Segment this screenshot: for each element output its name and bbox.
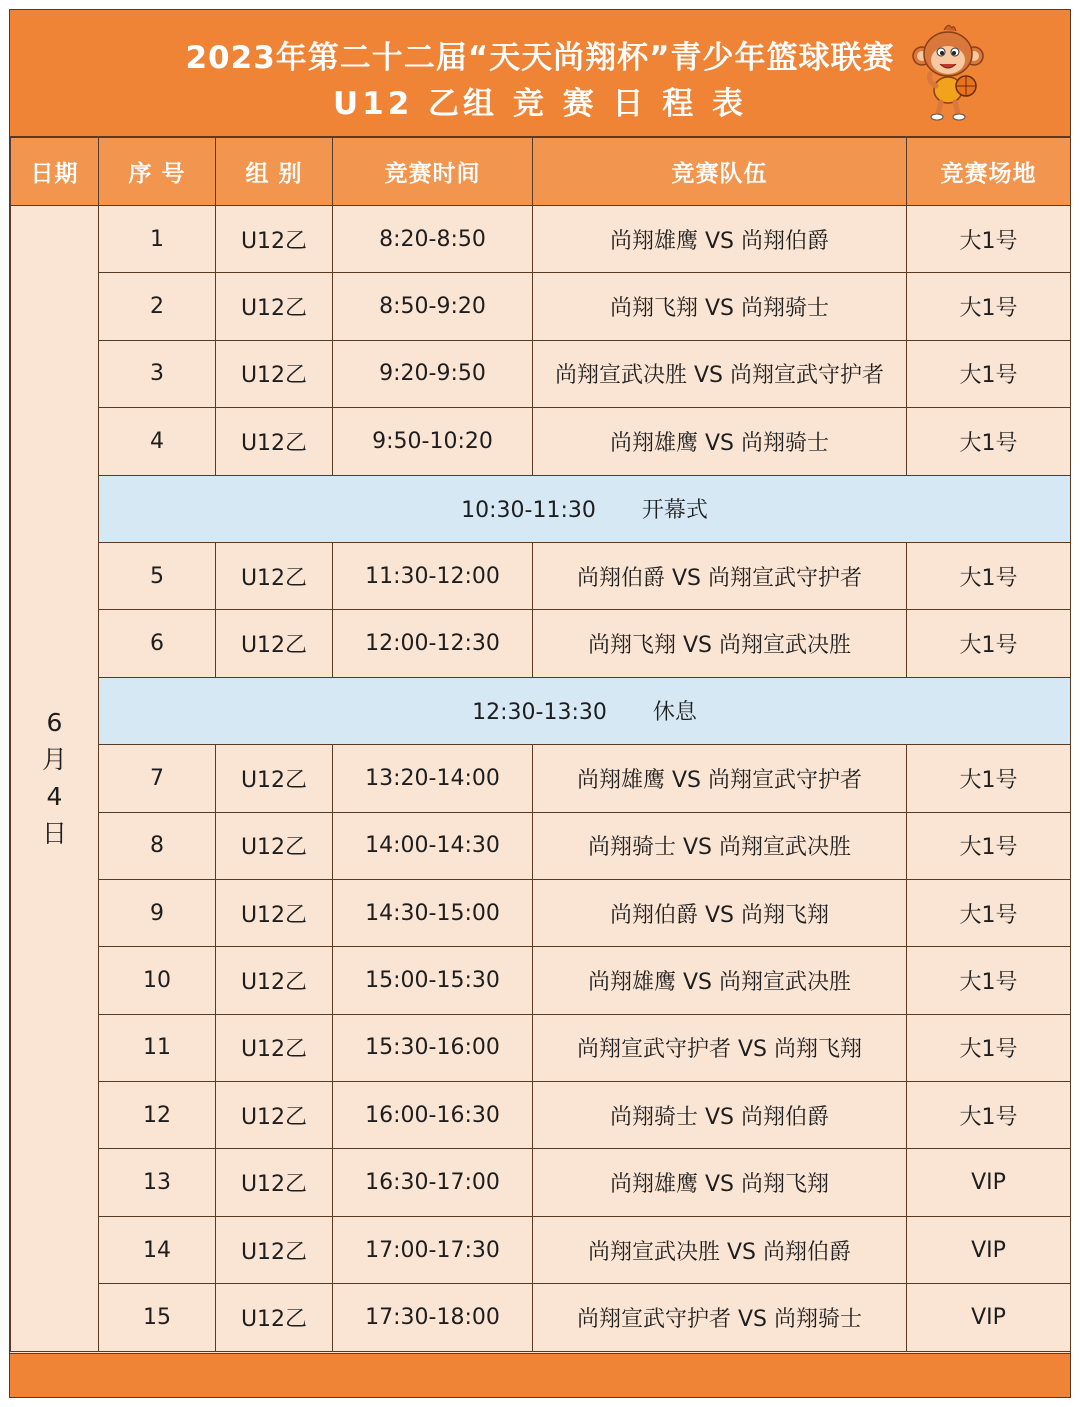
table-row <box>11 1014 1071 1081</box>
match-venue: 大1号 <box>907 879 1071 946</box>
title-line-1: 2023年第二十二届“天天尚翔杯”青少年篮球联赛 <box>185 40 895 76</box>
table-row <box>11 745 1071 812</box>
table-row <box>11 610 1071 677</box>
table-row <box>11 1284 1071 1351</box>
table-row <box>11 1082 1071 1149</box>
match-teams: 尚翔雄鹰 VS 尚翔骑士 <box>533 408 907 475</box>
match-group: U12乙 <box>216 340 333 407</box>
match-venue: VIP <box>907 1149 1071 1216</box>
match-teams: 尚翔雄鹰 VS 尚翔伯爵 <box>533 206 907 273</box>
match-group: U12乙 <box>216 273 333 340</box>
match-time: 8:50-9:20 <box>333 273 533 340</box>
match-venue: 大1号 <box>907 745 1071 812</box>
match-venue: 大1号 <box>907 1082 1071 1149</box>
header-teams: 竞赛队伍 <box>533 138 907 206</box>
table-row <box>11 206 1071 273</box>
match-teams: 尚翔宣武守护者 VS 尚翔飞翔 <box>533 1014 907 1081</box>
break-label: 开幕式 <box>641 498 708 524</box>
header-group: 组 别 <box>216 138 333 206</box>
match-time: 11:30-12:00 <box>333 542 533 609</box>
match-teams: 尚翔骑士 VS 尚翔伯爵 <box>533 1082 907 1149</box>
table-row <box>11 1216 1071 1283</box>
table-row <box>11 947 1071 1014</box>
break-time: 10:30-11:30 <box>461 498 596 524</box>
match-number: 11 <box>99 1014 216 1081</box>
match-teams: 尚翔飞翔 VS 尚翔骑士 <box>533 273 907 340</box>
header-date: 日期 <box>11 138 99 206</box>
match-number: 2 <box>99 273 216 340</box>
match-teams: 尚翔伯爵 VS 尚翔飞翔 <box>533 879 907 946</box>
match-group: U12乙 <box>216 542 333 609</box>
match-venue: 大1号 <box>907 947 1071 1014</box>
match-venue: 大1号 <box>907 610 1071 677</box>
match-time: 9:50-10:20 <box>333 408 533 475</box>
match-venue: 大1号 <box>907 206 1071 273</box>
match-number: 3 <box>99 340 216 407</box>
match-time: 16:00-16:30 <box>333 1082 533 1149</box>
match-group: U12乙 <box>216 1082 333 1149</box>
match-group: U12乙 <box>216 408 333 475</box>
match-group: U12乙 <box>216 1149 333 1216</box>
match-teams: 尚翔宣武守护者 VS 尚翔骑士 <box>533 1284 907 1351</box>
match-group: U12乙 <box>216 947 333 1014</box>
match-number: 1 <box>99 206 216 273</box>
match-time: 13:20-14:00 <box>333 745 533 812</box>
match-teams: 尚翔宣武决胜 VS 尚翔伯爵 <box>533 1216 907 1283</box>
schedule-frame <box>9 9 1071 1398</box>
match-group: U12乙 <box>216 1216 333 1283</box>
match-time: 15:30-16:00 <box>333 1014 533 1081</box>
match-time: 9:20-9:50 <box>333 340 533 407</box>
match-time: 15:00-15:30 <box>333 947 533 1014</box>
table-row <box>11 542 1071 609</box>
match-teams: 尚翔飞翔 VS 尚翔宣武决胜 <box>533 610 907 677</box>
match-group: U12乙 <box>216 206 333 273</box>
match-venue: 大1号 <box>907 408 1071 475</box>
match-venue: 大1号 <box>907 542 1071 609</box>
match-group: U12乙 <box>216 610 333 677</box>
match-number: 8 <box>99 812 216 879</box>
table-row <box>11 812 1071 879</box>
match-venue: VIP <box>907 1216 1071 1283</box>
match-time: 14:30-15:00 <box>333 879 533 946</box>
break-row <box>11 475 1071 542</box>
schedule-table <box>10 137 1071 1352</box>
match-time: 17:00-17:30 <box>333 1216 533 1283</box>
match-group: U12乙 <box>216 1014 333 1081</box>
monkey-mascot-icon <box>908 22 988 122</box>
match-number: 13 <box>99 1149 216 1216</box>
match-group: U12乙 <box>216 745 333 812</box>
title-bar <box>10 10 1070 137</box>
match-number: 4 <box>99 408 216 475</box>
match-number: 10 <box>99 947 216 1014</box>
table-row <box>11 273 1071 340</box>
match-number: 14 <box>99 1216 216 1283</box>
match-number: 6 <box>99 610 216 677</box>
break-rest <box>99 677 1071 744</box>
match-group: U12乙 <box>216 812 333 879</box>
header-time: 竞赛时间 <box>333 138 533 206</box>
match-teams: 尚翔骑士 VS 尚翔宣武决胜 <box>533 812 907 879</box>
table-row <box>11 1149 1071 1216</box>
match-venue: 大1号 <box>907 340 1071 407</box>
table-row <box>11 408 1071 475</box>
match-time: 16:30-17:00 <box>333 1149 533 1216</box>
match-venue: 大1号 <box>907 812 1071 879</box>
table-row <box>11 340 1071 407</box>
match-group: U12乙 <box>216 879 333 946</box>
match-group: U12乙 <box>216 1284 333 1351</box>
match-number: 12 <box>99 1082 216 1149</box>
match-teams: 尚翔伯爵 VS 尚翔宣武守护者 <box>533 542 907 609</box>
date-cell: 6 月 4 日 <box>11 206 99 1352</box>
table-row <box>11 879 1071 946</box>
match-time: 8:20-8:50 <box>333 206 533 273</box>
title-line-2: U12 乙组 竞 赛 日 程 表 <box>332 86 748 122</box>
match-number: 15 <box>99 1284 216 1351</box>
break-row <box>11 677 1071 744</box>
footer-bar <box>10 1353 1070 1397</box>
break-opening <box>99 475 1071 542</box>
break-label: 休息 <box>652 700 697 726</box>
header-number: 序 号 <box>99 138 216 206</box>
header-venue: 竞赛场地 <box>907 138 1071 206</box>
match-teams: 尚翔雄鹰 VS 尚翔宣武守护者 <box>533 745 907 812</box>
match-teams: 尚翔雄鹰 VS 尚翔宣武决胜 <box>533 947 907 1014</box>
match-time: 14:00-14:30 <box>333 812 533 879</box>
break-time: 12:30-13:30 <box>472 700 607 726</box>
match-time: 17:30-18:00 <box>333 1284 533 1351</box>
match-venue: 大1号 <box>907 273 1071 340</box>
match-number: 7 <box>99 745 216 812</box>
match-time: 12:00-12:30 <box>333 610 533 677</box>
match-venue: 大1号 <box>907 1014 1071 1081</box>
match-venue: VIP <box>907 1284 1071 1351</box>
match-teams: 尚翔宣武决胜 VS 尚翔宣武守护者 <box>533 340 907 407</box>
match-number: 9 <box>99 879 216 946</box>
header-row <box>11 138 1071 206</box>
match-teams: 尚翔雄鹰 VS 尚翔飞翔 <box>533 1149 907 1216</box>
match-number: 5 <box>99 542 216 609</box>
